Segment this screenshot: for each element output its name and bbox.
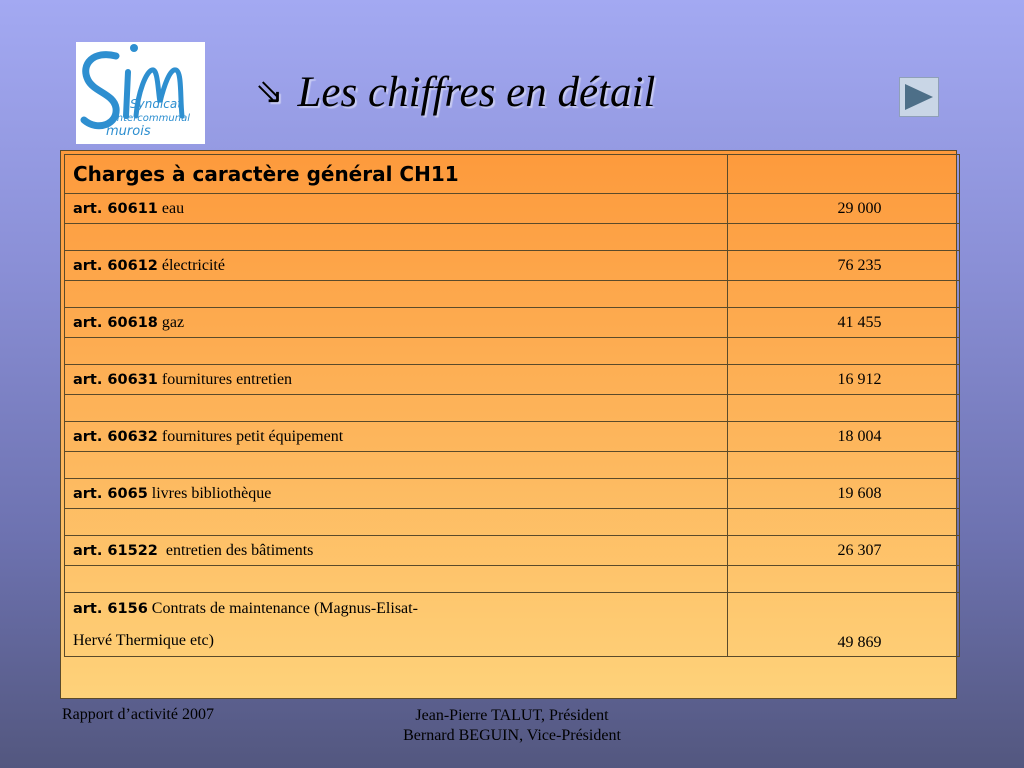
svg-text:Syndicat: Syndicat [130, 97, 182, 111]
article-code: art. 60632 [73, 428, 158, 445]
article-code: art. 61522 [73, 542, 158, 559]
svg-text:murois: murois [106, 124, 151, 139]
article-value: 76 235 [728, 251, 960, 281]
table-header-row [65, 155, 960, 194]
article-label-continued: Hervé Thermique etc) [73, 632, 214, 649]
spacer-row [65, 509, 960, 536]
spacer-row [65, 281, 960, 308]
arrow-down-right-icon: ⇘ [255, 74, 284, 111]
article-value: 49 869 [728, 593, 960, 657]
footer-report: Rapport d’activité 2007 [62, 706, 214, 723]
slide-title-text: Les chiffres en détail [297, 68, 656, 116]
table-row [65, 593, 960, 657]
footer-authors [362, 706, 662, 746]
charges-grid [64, 154, 960, 657]
article-label: fournitures petit équipement [157, 427, 344, 445]
article-code: art. 60612 [73, 257, 158, 274]
spacer-row [65, 338, 960, 365]
article-label: entretien des bâtiments [157, 541, 314, 559]
next-slide-button[interactable] [899, 77, 939, 117]
table-row [65, 365, 960, 395]
article-label: électricité [157, 256, 225, 274]
table-row [65, 422, 960, 452]
spacer-row [65, 224, 960, 251]
article-value: 41 455 [728, 308, 960, 338]
spacer-row [65, 566, 960, 593]
article-value: 19 608 [728, 479, 960, 509]
article-label: fournitures entretien [157, 370, 293, 388]
svg-text:intercommunal: intercommunal [114, 113, 190, 124]
article-code: art. 60618 [73, 314, 158, 331]
article-code: art. 6156 [73, 601, 148, 617]
article-value: 16 912 [728, 365, 960, 395]
spacer-row [65, 395, 960, 422]
charges-table [60, 150, 957, 699]
table-header-value [728, 155, 960, 194]
table-row [65, 251, 960, 281]
article-label: eau [157, 199, 185, 217]
play-next-icon [905, 84, 933, 110]
table-row [65, 536, 960, 566]
spacer-row [65, 452, 960, 479]
table-header: Charges à caractère général CH11 [65, 155, 728, 194]
article-value: 29 000 [728, 194, 960, 224]
article-value: 18 004 [728, 422, 960, 452]
article-value: 26 307 [728, 536, 960, 566]
article-label: livres bibliothèque [147, 484, 272, 502]
slide-title [255, 62, 655, 122]
table-row [65, 308, 960, 338]
footer-president: Jean-Pierre TALUT, Président [415, 707, 609, 724]
table-row [65, 479, 960, 509]
article-label: Contrats de maintenance (Magnus-Elisat- [147, 600, 418, 617]
sim-logo [76, 42, 205, 144]
table-row [65, 194, 960, 224]
article-code: art. 60611 [73, 200, 158, 217]
article-code: art. 6065 [73, 485, 148, 502]
article-code: art. 60631 [73, 371, 158, 388]
footer-vice-president: Bernard BEGUIN, Vice-Président [403, 727, 621, 744]
article-label: gaz [157, 313, 185, 331]
